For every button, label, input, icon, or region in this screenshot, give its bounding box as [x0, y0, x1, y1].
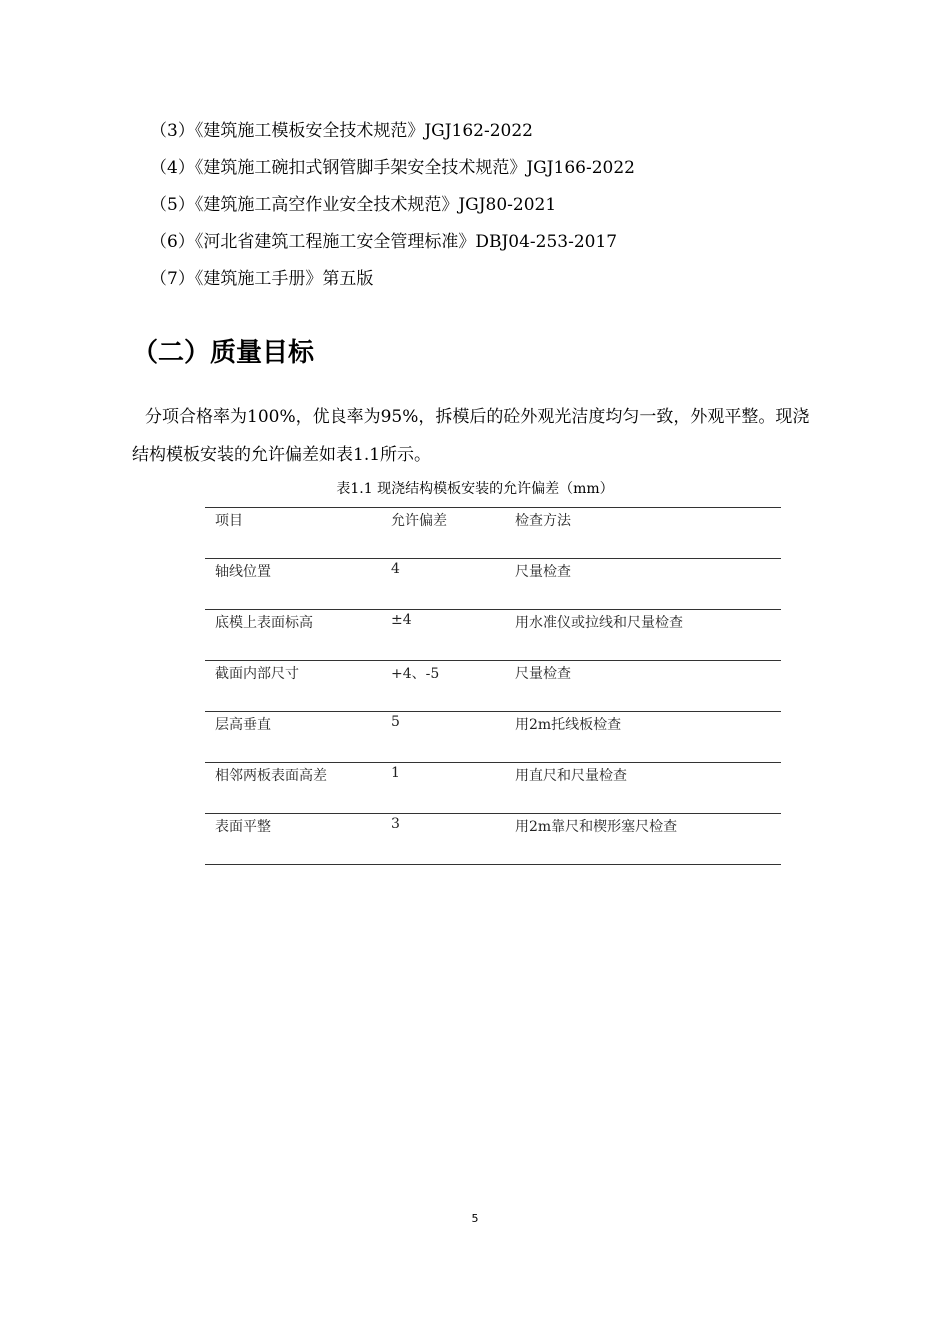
- cell-item: 截面内部尺寸: [205, 661, 381, 712]
- table-row: [205, 610, 781, 661]
- cell-item: 相邻两板表面高差: [205, 763, 381, 814]
- cell-tolerance: 5: [381, 712, 505, 763]
- cell-item: 表面平整: [205, 814, 381, 865]
- header-tolerance: 允许偏差: [381, 508, 505, 559]
- cell-method: 用2m托线板检查: [505, 712, 781, 763]
- cell-method: 用2m靠尺和楔形塞尺检查: [505, 814, 781, 865]
- header-item: 项目: [205, 508, 381, 559]
- table-row: [205, 763, 781, 814]
- paragraph-line-1: 分项合格率为100%，优良率为95%，拆模后的砼外观光洁度均匀一致，外观平整。现浇: [145, 407, 810, 427]
- cell-tolerance: 1: [381, 763, 505, 814]
- header-method: 检查方法: [505, 508, 781, 559]
- table-caption: 表1.1 现浇结构模板安装的允许偏差（mm）: [336, 481, 614, 497]
- cell-tolerance: ±4: [381, 610, 505, 661]
- section-heading: （二）质量目标: [132, 338, 315, 368]
- cell-method: 用水准仪或拉线和尺量检查: [505, 610, 781, 661]
- cell-item: 底模上表面标高: [205, 610, 381, 661]
- reference-item: （4）《建筑施工碗扣式钢管脚手架安全技术规范》JGJ166-2022: [150, 158, 635, 178]
- paragraph-line-2: 结构模板安装的允许偏差如表1.1所示。: [132, 445, 432, 465]
- table-header-row: [205, 508, 781, 559]
- reference-item: （6）《河北省建筑工程施工安全管理标准》DBJ04-253-2017: [150, 232, 618, 252]
- cell-tolerance: +4、-5: [381, 661, 505, 712]
- reference-list: [150, 113, 635, 298]
- table-row: [205, 661, 781, 712]
- cell-method: 尺量检查: [505, 559, 781, 610]
- table-row: [205, 814, 781, 865]
- cell-tolerance: 4: [381, 559, 505, 610]
- reference-item: （7）《建筑施工手册》第五版: [150, 269, 374, 289]
- body-paragraph: [132, 398, 860, 474]
- table-row: [205, 712, 781, 763]
- cell-item: 轴线位置: [205, 559, 381, 610]
- cell-tolerance: 3: [381, 814, 505, 865]
- cell-method: 尺量检查: [505, 661, 781, 712]
- cell-method: 用直尺和尺量检查: [505, 763, 781, 814]
- table-row: [205, 559, 781, 610]
- reference-item: （5）《建筑施工高空作业安全技术规范》JGJ80-2021: [150, 195, 557, 215]
- cell-item: 层高垂直: [205, 712, 381, 763]
- page-number: 5: [471, 1212, 479, 1225]
- tolerance-table: [205, 507, 781, 865]
- reference-item: （3）《建筑施工模板安全技术规范》JGJ162-2022: [150, 121, 533, 141]
